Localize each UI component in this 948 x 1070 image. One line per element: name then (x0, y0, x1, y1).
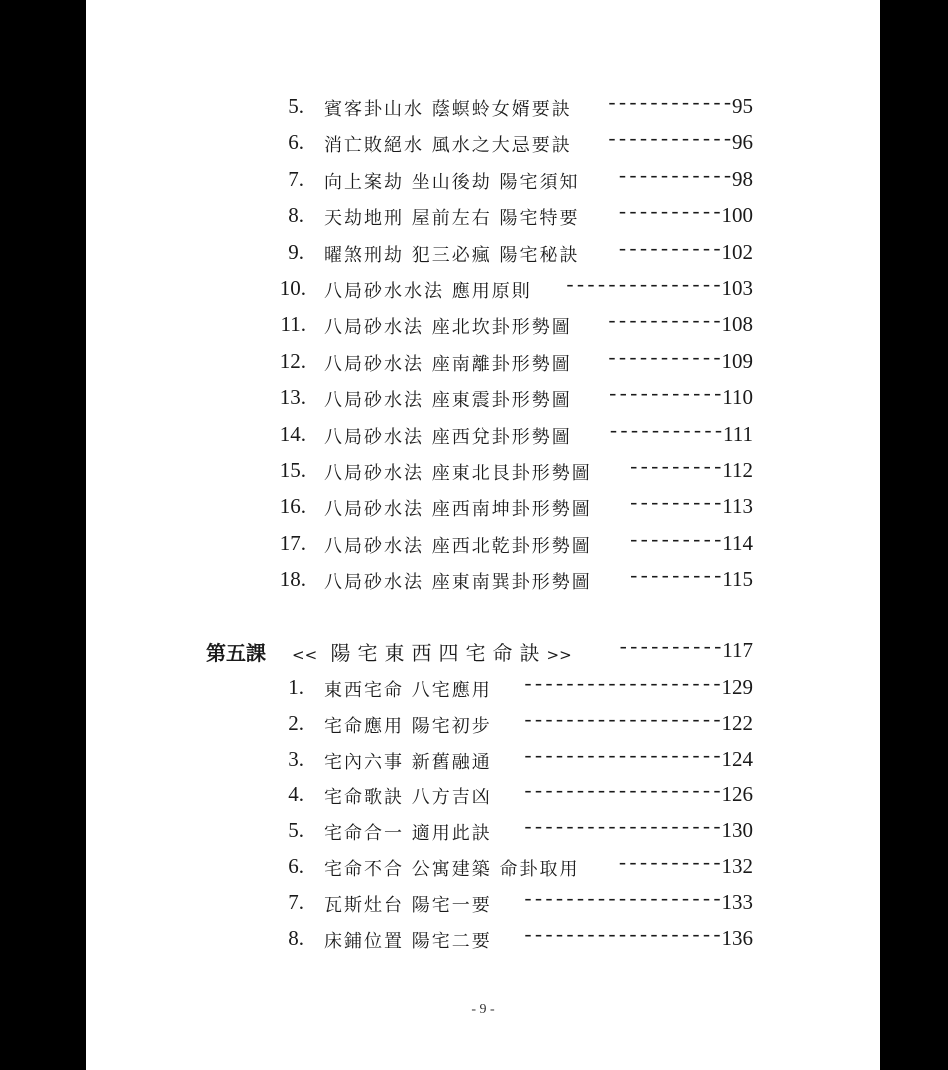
dot-leader: ----------- (616, 165, 732, 189)
chapter-heading (86, 636, 880, 666)
entry-page-number: 129 (721, 675, 753, 699)
page-number: - 9 - (471, 1002, 495, 1017)
entry-title: 八局砂水法 座東震卦形勢圖 (324, 390, 572, 412)
entry-number: 7. (288, 166, 304, 191)
entry-number: 6. (288, 854, 304, 878)
entry-title: 天劫地刑 屋前左右 陽宅特要 (324, 208, 580, 230)
document-page (86, 0, 880, 1070)
chapter-page-number: 117 (722, 638, 753, 662)
entry-title: 曜煞刑劫 犯三必瘋 陽宅秘訣 (324, 244, 580, 266)
dot-leader: ---------- (616, 202, 722, 226)
entry-title: 消亡敗絕水 風水之大忌要訣 (324, 135, 572, 157)
entry-number: 12. (279, 348, 306, 373)
toc-entry (86, 420, 880, 450)
entry-title: 瓦斯灶台 陽宅一要 (324, 894, 492, 916)
toc-entry (86, 310, 880, 340)
dot-leader: --------- (627, 529, 723, 553)
entry-number: 8. (288, 203, 304, 228)
dot-leader: --------- (627, 457, 723, 480)
entry-page-number: 130 (721, 818, 753, 843)
toc-entry (86, 780, 880, 810)
entry-title: 宅命應用 陽宅初步 (324, 715, 492, 737)
dot-leader: ------------------- (521, 709, 722, 733)
dot-leader: ---------- (616, 853, 722, 876)
entry-number: 9. (288, 239, 304, 264)
toc-entry (86, 92, 880, 122)
toc-entry (86, 456, 880, 486)
entry-number: 13. (279, 385, 306, 410)
dot-leader: ----------- (606, 384, 723, 408)
entry-page-number: 108 (721, 312, 753, 337)
dot-leader: ----------- (605, 347, 722, 371)
entry-page-number: 103 (721, 276, 753, 300)
entry-page-number: 110 (722, 385, 753, 410)
entry-page-number: 96 (732, 130, 753, 155)
entry-page-number: 124 (721, 746, 753, 771)
entry-title: 向上案劫 坐山後劫 陽宅須知 (324, 171, 580, 193)
open-angle-quotes: << (292, 646, 318, 664)
entry-number: 1. (288, 675, 304, 699)
chapter-title-text: 陽宅東西四宅命訣 (330, 641, 547, 665)
entry-page-number: 126 (721, 782, 753, 807)
entry-page-number: 95 (732, 94, 753, 118)
entry-page-number: 115 (722, 567, 753, 592)
dot-leader: ------------ (605, 93, 732, 116)
entry-page-number: 100 (721, 203, 753, 228)
entry-number: 8. (288, 925, 304, 950)
dot-leader: --------------- (563, 275, 722, 298)
entry-number: 2. (288, 710, 304, 735)
dot-leader: --------- (627, 566, 723, 590)
entry-number: 6. (288, 130, 304, 155)
dot-leader: ------------------- (521, 781, 722, 805)
entry-number: 10. (279, 276, 306, 300)
toc-entry (86, 128, 880, 158)
toc-entry (86, 852, 880, 882)
entry-title: 宅命合一 適用此訣 (324, 823, 492, 845)
toc-entry (86, 888, 880, 918)
entry-page-number: 109 (721, 348, 753, 373)
entry-title: 賓客卦山水 蔭螟蛉女婿要訣 (324, 99, 572, 120)
dot-leader: ------------------- (521, 745, 722, 769)
toc-entry (86, 816, 880, 846)
dot-leader: ------------------- (521, 924, 722, 948)
chapter-title (292, 637, 572, 666)
entry-number: 5. (288, 94, 304, 118)
entry-title: 八局砂水法 座南離卦形勢圖 (324, 353, 572, 375)
entry-page-number: 113 (722, 494, 753, 519)
entry-page-number: 133 (721, 889, 753, 914)
entry-title: 東西宅命 八宅應用 (324, 680, 492, 701)
entry-page-number: 114 (722, 530, 753, 555)
entry-title: 八局砂水法 座北坎卦形勢圖 (324, 317, 572, 339)
entry-page-number: 136 (721, 925, 753, 950)
dot-leader: --------- (627, 493, 723, 517)
table-of-contents (86, 0, 880, 1070)
entry-title: 八局砂水水法 應用原則 (324, 281, 532, 302)
entry-title: 床鋪位置 陽宅二要 (324, 930, 492, 952)
dot-leader: ------------------- (521, 674, 722, 697)
entry-page-number: 102 (721, 239, 753, 264)
dot-leader: ----------- (607, 420, 724, 444)
toc-entry (86, 673, 880, 703)
entry-title: 宅內六事 新舊融通 (324, 751, 492, 773)
entry-number: 3. (288, 746, 304, 771)
dot-leader: ----------- (605, 311, 722, 335)
toc-entry (86, 201, 880, 231)
entry-number: 7. (288, 889, 304, 914)
entry-page-number: 98 (732, 166, 753, 191)
toc-entry (86, 565, 880, 595)
entry-page-number: 122 (721, 710, 753, 735)
toc-entry (86, 529, 880, 559)
toc-entry (86, 274, 880, 304)
entry-title: 宅命歌訣 八方吉凶 (324, 787, 492, 809)
dot-leader: ------------------- (521, 888, 722, 912)
entry-number: 16. (279, 494, 306, 519)
entry-title: 八局砂水法 座西北乾卦形勢圖 (324, 535, 592, 557)
toc-entry (86, 238, 880, 268)
entry-page-number: 112 (722, 458, 753, 482)
entry-title: 八局砂水法 座東北艮卦形勢圖 (324, 463, 592, 484)
dot-leader: ---------- (617, 637, 723, 660)
entry-number: 15. (279, 458, 306, 482)
toc-entry (86, 745, 880, 775)
entry-title: 八局砂水法 座東南巽卦形勢圖 (324, 572, 592, 594)
toc-entry (86, 347, 880, 377)
entry-number: 14. (279, 421, 306, 446)
entry-page-number: 111 (723, 421, 753, 446)
toc-entry (86, 165, 880, 195)
entry-number: 18. (279, 567, 306, 592)
chapter-label: 第五課 (206, 641, 266, 665)
toc-entry (86, 383, 880, 413)
close-angle-quotes: >> (546, 646, 572, 664)
entry-number: 17. (279, 530, 306, 555)
entry-number: 11. (280, 312, 306, 337)
entry-title: 八局砂水法 座西兌卦形勢圖 (324, 426, 572, 448)
toc-entry (86, 709, 880, 739)
toc-entry (86, 924, 880, 954)
entry-number: 4. (288, 782, 304, 807)
dot-leader: ------------------- (521, 817, 722, 841)
entry-title: 八局砂水法 座西南坤卦形勢圖 (324, 499, 592, 521)
entry-page-number: 132 (721, 854, 753, 878)
dot-leader: ---------- (616, 238, 722, 262)
toc-entry (86, 492, 880, 522)
entry-title: 宅命不合 公寓建築 命卦取用 (324, 859, 580, 880)
entry-number: 5. (288, 818, 304, 843)
dot-leader: ------------ (605, 129, 732, 153)
